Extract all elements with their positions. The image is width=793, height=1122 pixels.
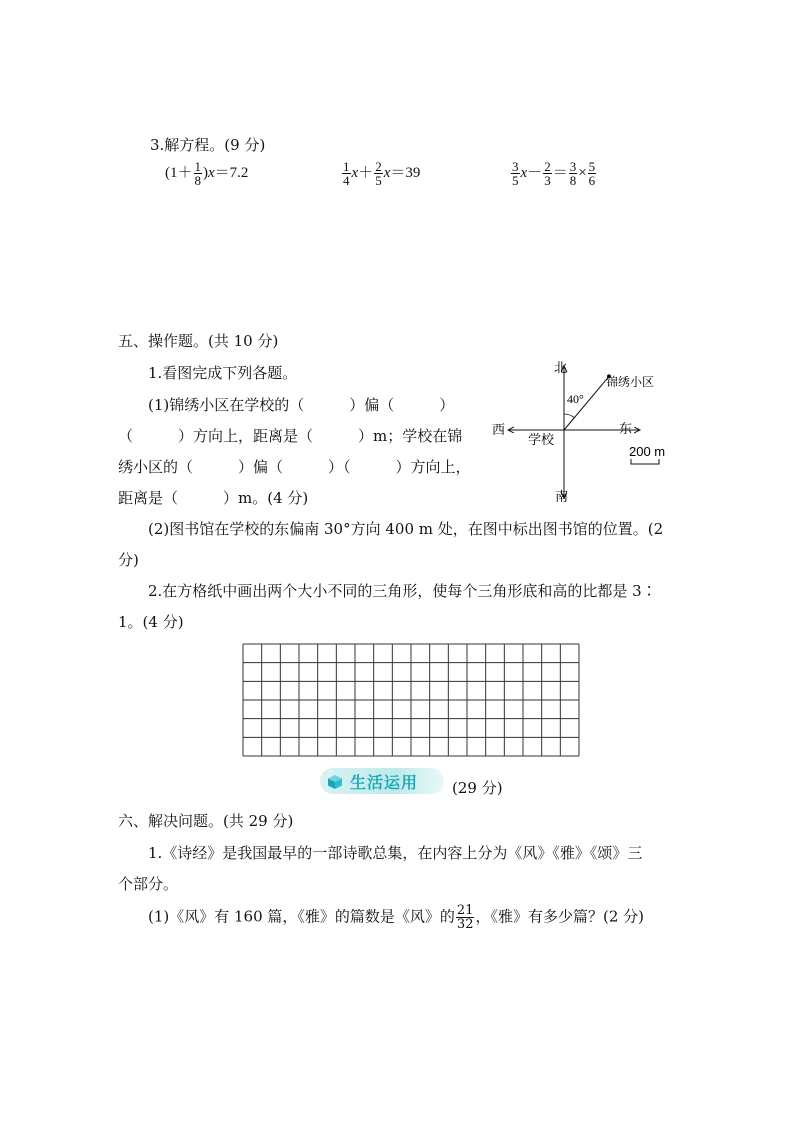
angle-arc xyxy=(564,414,574,418)
angle-label: 40° xyxy=(567,392,584,406)
eq3-minus: － xyxy=(527,164,543,181)
equation-2 xyxy=(341,160,420,187)
eq2-fraction-1 xyxy=(342,160,351,187)
eq2-n1: 1 xyxy=(343,159,350,174)
equation-3 xyxy=(510,160,597,187)
eq3-equals: ＝ xyxy=(552,164,568,181)
section-6-title: 六、解决问题。(共 29 分) xyxy=(118,812,294,830)
eq3-d2: 3 xyxy=(544,173,551,188)
eq3-fraction-3 xyxy=(569,160,578,187)
eq1-fraction xyxy=(194,160,203,187)
s6-q1-1-pre: (1)《风》有 160 篇，《雅》的篇数是《风》的 xyxy=(148,907,455,926)
banner-label: 生活运用 xyxy=(350,773,419,792)
eq2-d1: 4 xyxy=(343,173,350,188)
s5-q1-1-line1: (1)锦绣小区在学校的（ ）偏（ ） xyxy=(148,396,455,414)
eq3-n4: 5 xyxy=(588,159,596,174)
s5-q1-1-line2: （ ）方向上，距离是（ ）m；学校在锦 xyxy=(118,427,463,445)
eq3-fraction-2 xyxy=(543,160,552,187)
s5-q1-2-line2: 分) xyxy=(118,551,139,569)
scale-bar xyxy=(631,459,659,464)
s5-q1-title: 1.看图完成下列各题。 xyxy=(148,364,298,382)
s6-q1-line1: 1.《诗经》是我国最早的一部诗歌总集，在内容上分为《风》《雅》《颂》三 xyxy=(148,844,643,862)
east-label: 东 xyxy=(619,422,633,437)
s6-q1-line2: 个部分。 xyxy=(118,875,179,893)
eq1-rhs: ＝7.2 xyxy=(214,164,249,181)
s5-q2-line2: 1。(4 分) xyxy=(118,613,184,631)
eq1-close-paren: ) xyxy=(203,164,208,181)
eq2-fraction-2 xyxy=(374,160,383,187)
scale-label: 200 m xyxy=(629,444,666,459)
compass-diagram xyxy=(492,356,688,506)
eq3-n3: 3 xyxy=(569,159,577,174)
eq2-var2: x xyxy=(383,164,391,181)
banner-points: (29 分) xyxy=(452,779,503,797)
north-label: 北 xyxy=(554,361,568,376)
eq1-denominator: 8 xyxy=(194,173,201,188)
eq3-n2: 2 xyxy=(544,159,551,174)
eq3-fraction-4 xyxy=(588,160,597,187)
s6-q1-1-post: ，《雅》有多少篇？(2 分) xyxy=(475,907,644,926)
school-label: 学校 xyxy=(528,433,555,448)
eq2-n2: 2 xyxy=(375,159,382,174)
s6-q1-1 xyxy=(148,904,644,931)
eq3-d4: 6 xyxy=(588,173,596,188)
eq1-numerator: 1 xyxy=(194,159,201,174)
eq1-prefix: (1＋ xyxy=(165,164,193,181)
grid-paper[interactable] xyxy=(242,643,580,757)
s6-fraction xyxy=(456,904,475,931)
section-5-title: 五、操作题。(共 10 分) xyxy=(118,332,279,350)
south-label: 南 xyxy=(555,490,569,505)
s5-q1-2-line1: (2)图书馆在学校的东偏南 30°方向 400 m 处，在图中标出图书馆的位置。(2 xyxy=(148,520,664,538)
eq3-n1: 3 xyxy=(512,159,519,174)
s5-q1-1-line3: 绣小区的（ ）偏（ ）（ ）方向上， xyxy=(118,458,471,476)
s5-q1-1-line4: 距离是（ ）m。(4 分) xyxy=(118,489,309,507)
eq2-var1: x xyxy=(351,164,359,181)
eq2-rhs: ＝39 xyxy=(390,164,421,181)
equation-1 xyxy=(165,160,248,187)
place-label: 锦绣小区 xyxy=(606,375,655,389)
west-label: 西 xyxy=(492,423,506,438)
eq3-times: × xyxy=(578,164,587,181)
eq3-d3: 8 xyxy=(569,173,577,188)
cube-icon xyxy=(327,774,343,790)
s5-q2-line1: 2.在方格纸中画出两个大小不同的三角形，使每个三角形底和高的比都是 3∶ xyxy=(148,582,657,600)
eq2-d2: 5 xyxy=(375,173,382,188)
eq3-fraction-1 xyxy=(511,160,520,187)
question-3-title: 3.解方程。(9 分) xyxy=(150,136,266,154)
s6-fraction-den: 32 xyxy=(456,917,474,932)
eq3-d1: 5 xyxy=(512,173,519,188)
s6-fraction-num: 21 xyxy=(456,903,474,918)
eq1-variable: x xyxy=(208,164,215,181)
eq2-plus: ＋ xyxy=(358,164,374,181)
eq3-var1: x xyxy=(520,164,528,181)
